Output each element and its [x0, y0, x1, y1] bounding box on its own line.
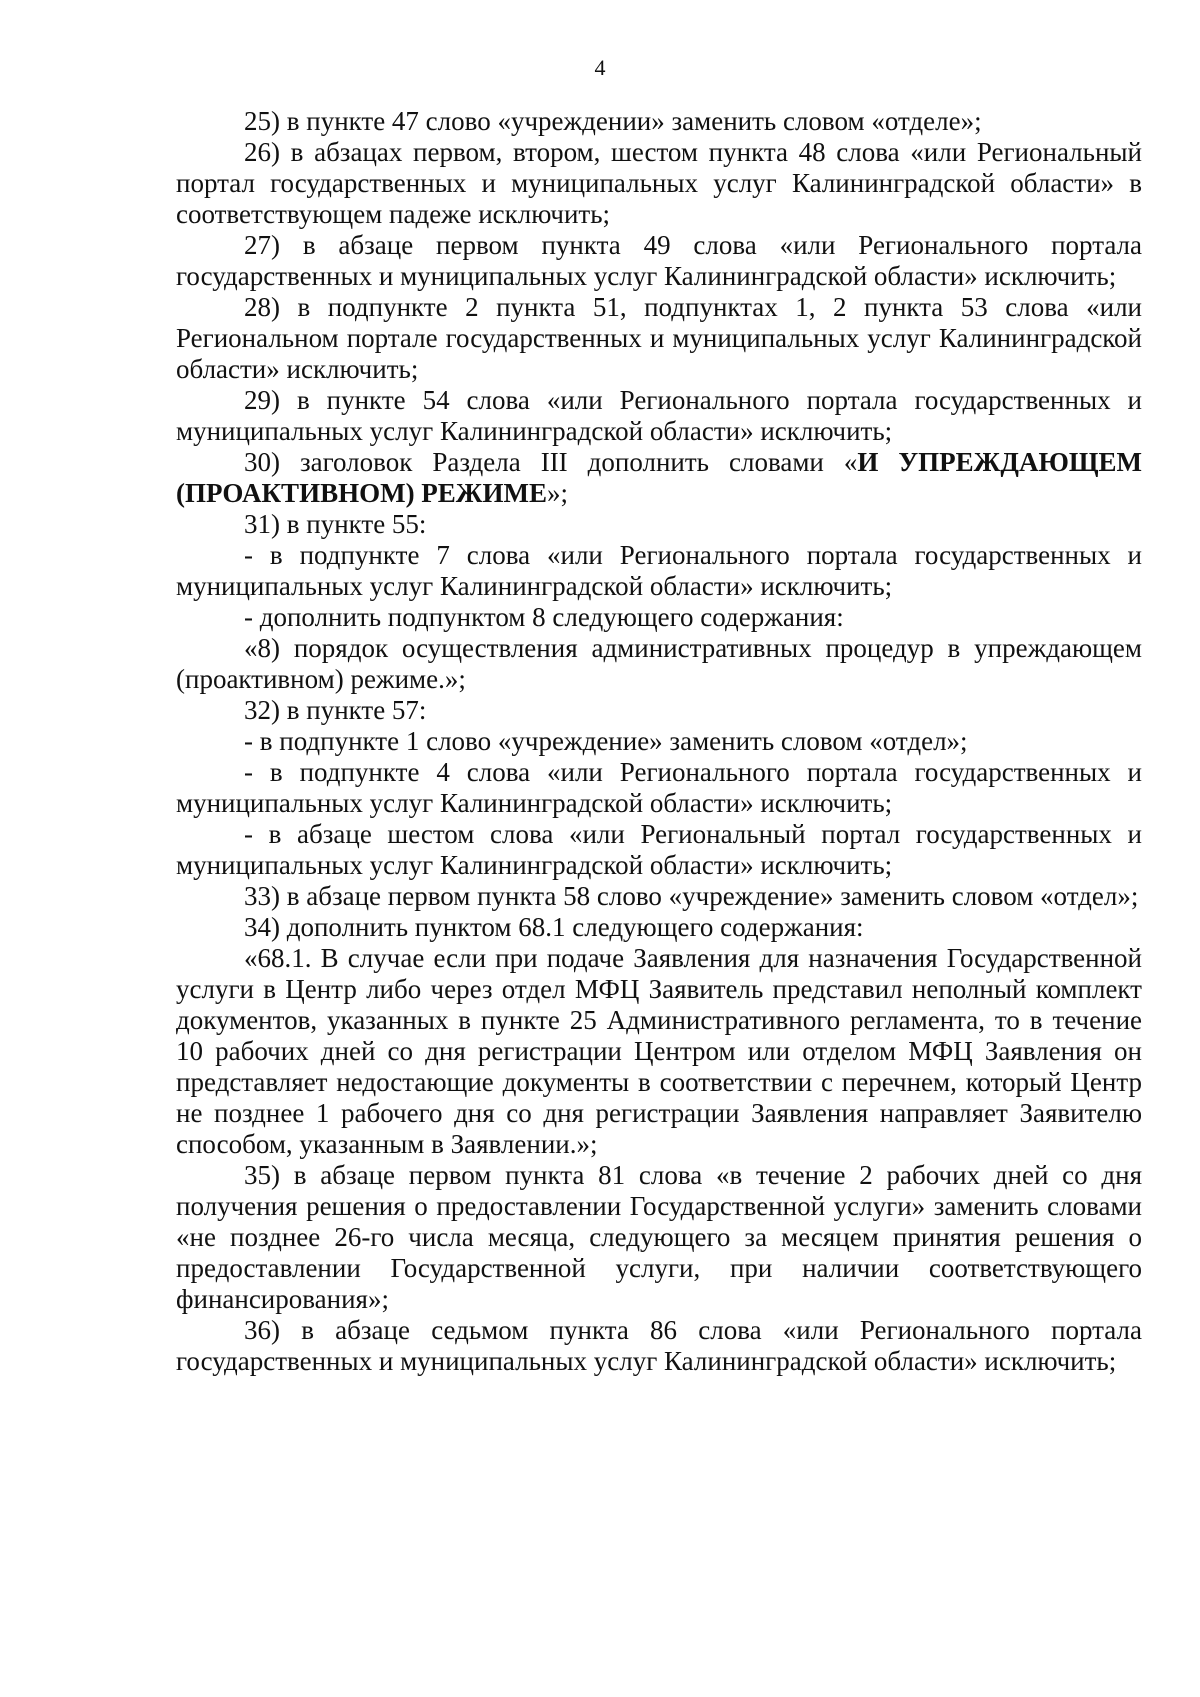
- paragraph-30-tail: »;: [547, 478, 569, 508]
- paragraph-27: 27) в абзаце первом пункта 49 слова «или Регионального портала государственных и муниципальных услуг Калининградской области» исключить;: [176, 230, 1142, 291]
- document-body: [176, 106, 1142, 1377]
- paragraph-32: 32) в пункте 57:: [244, 695, 427, 725]
- paragraph-31-quote: «8) порядок осуществления административных процедур в упреждающем (проактивном) режиме.»;: [176, 633, 1142, 694]
- paragraph-25: 25) в пункте 47 слово «учреждении» заменить словом «отделе»;: [244, 106, 982, 136]
- paragraph-26: 26) в абзацах первом, втором, шестом пункта 48 слова «или Региональный портал государственных и муниципальных услуг Калининградской области» в соответствующем падеже исключить;: [176, 137, 1142, 229]
- paragraph-32-item-2: - в подпункте 4 слова «или Регионального портала государственных и муниципальных услуг Калининградской области» исключить;: [176, 757, 1142, 818]
- paragraph-30-bold-heading: И УПРЕЖДАЮЩЕМ (ПРОАКТИВНОМ) РЕЖИМЕ: [176, 447, 1142, 508]
- paragraph-30: [176, 447, 1142, 509]
- paragraph-31-item-1: - в подпункте 7 слова «или Регионального портала государственных и муниципальных услуг Калининградской области» исключить;: [176, 540, 1142, 601]
- paragraph-31: 31) в пункте 55:: [244, 509, 427, 539]
- paragraph-28: 28) в подпункте 2 пункта 51, подпунктах 1, 2 пункта 53 слова «или Региональном портале государственных и муниципальных услуг Калининградской области» исключить;: [176, 292, 1142, 384]
- paragraph-31-item-2: - дополнить подпунктом 8 следующего содержания:: [244, 602, 844, 632]
- paragraph-36: 36) в абзаце седьмом пункта 86 слова «или Регионального портала государственных и муниципальных услуг Калининградской области» исключить;: [176, 1315, 1142, 1376]
- paragraph-33: 33) в абзаце первом пункта 58 слово «учреждение» заменить словом «отдел»;: [244, 881, 1139, 911]
- paragraph-30-lead: 30) заголовок Раздела III дополнить словами «: [244, 447, 858, 477]
- page-number: 4: [594, 55, 606, 80]
- paragraph-32-item-1: - в подпункте 1 слово «учреждение» заменить словом «отдел»;: [244, 726, 968, 756]
- paragraph-35: 35) в абзаце первом пункта 81 слова «в течение 2 рабочих дней со дня получения решения о предоставлении Государственной услуги» заменить словами «не позднее 26-го числа месяца, следующего за месяцем принятия решения о предоставлении Государственной услуги, при наличии соответствующего финансирования»;: [176, 1160, 1142, 1314]
- paragraph-34-quote: «68.1. В случае если при подаче Заявления для назначения Государственной услуги в Центр либо через отдел МФЦ Заявитель представил неполный комплект документов, указанных в пункте 25 Административного регламента, то в течение 10 рабочих дней со дня регистрации Центром или отделом МФЦ Заявления он представляет недостающие документы в соответствии с перечнем, который Центр не позднее 1 рабочего дня со дня регистрации Заявления направляет Заявителю способом, указанным в Заявлении.»;: [176, 943, 1142, 1159]
- paragraph-34: 34) дополнить пунктом 68.1 следующего содержания:: [244, 912, 864, 942]
- paragraph-29: 29) в пункте 54 слова «или Регионального портала государственных и муниципальных услуг Калининградской области» исключить;: [176, 385, 1142, 446]
- paragraph-32-item-3: - в абзаце шестом слова «или Региональный портал государственных и муниципальных услуг Калининградской области» исключить;: [176, 819, 1142, 880]
